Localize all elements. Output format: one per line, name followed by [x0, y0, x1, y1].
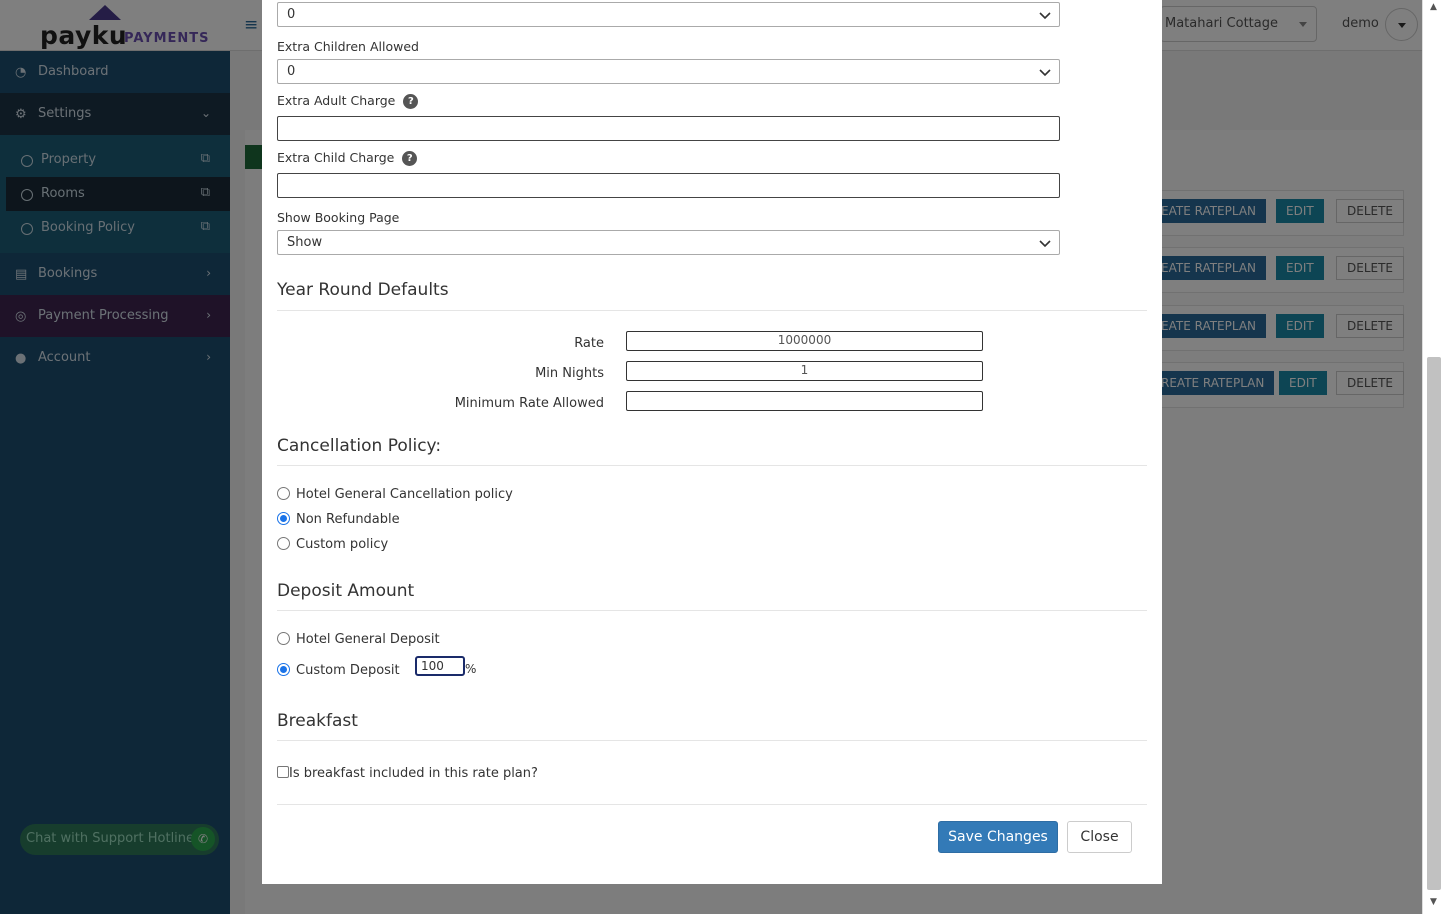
radio-label: Custom policy: [296, 537, 389, 552]
edit-rateplan-modal: [262, 0, 1162, 884]
breakfast-title: Breakfast: [277, 711, 358, 731]
scroll-up-icon[interactable]: ▲: [1430, 2, 1437, 12]
radio-button[interactable]: [277, 537, 290, 550]
extra-child-charge-label-row: [277, 150, 417, 166]
radio-label: Custom Deposit: [296, 663, 400, 678]
radio-button[interactable]: [277, 487, 290, 500]
extra-adult-charge-label: Extra Adult Charge: [277, 93, 396, 108]
deposit-option-general[interactable]: [277, 632, 440, 647]
extra-children-select[interactable]: [277, 59, 1060, 84]
deposit-amount-title: Deposit Amount: [277, 581, 415, 601]
divider: [277, 610, 1147, 611]
divider: [277, 465, 1147, 466]
extra-child-charge-input[interactable]: [277, 173, 1060, 198]
year-round-defaults-title: Year Round Defaults: [277, 280, 449, 300]
select-value: 0: [287, 7, 296, 22]
select-value: 0: [287, 64, 296, 79]
chevron-down-icon: [1038, 65, 1052, 79]
cancellation-policy-title: Cancellation Policy:: [277, 436, 442, 456]
breakfast-included-option[interactable]: [277, 766, 538, 781]
percent-unit: %: [465, 662, 477, 676]
cancellation-option-custom[interactable]: [277, 537, 388, 552]
scroll-down-icon[interactable]: ▼: [1430, 897, 1437, 907]
breakfast-checkbox[interactable]: [277, 766, 289, 778]
divider: [277, 310, 1147, 311]
extra-children-label: Extra Children Allowed: [277, 39, 419, 54]
help-icon[interactable]: ?: [403, 94, 418, 109]
chevron-down-icon: [1038, 8, 1052, 22]
radio-button[interactable]: [277, 663, 290, 676]
checkbox-label: Is breakfast included in this rate plan?: [289, 766, 538, 781]
custom-deposit-input[interactable]: 100: [415, 656, 465, 676]
scrollbar-thumb[interactable]: [1427, 357, 1441, 890]
radio-label: Hotel General Cancellation policy: [296, 487, 513, 502]
min-nights-label: Min Nights: [535, 366, 604, 381]
radio-label: Non Refundable: [296, 512, 400, 527]
show-booking-page-select[interactable]: [277, 230, 1060, 255]
radio-button[interactable]: [277, 512, 290, 525]
save-changes-button[interactable]: Save Changes: [938, 821, 1058, 853]
rate-label: Rate: [574, 336, 604, 351]
footer-divider: [277, 804, 1147, 805]
extra-adult-charge-input[interactable]: [277, 116, 1060, 141]
select-value: Show: [287, 235, 323, 250]
extra-adults-select[interactable]: [277, 2, 1060, 27]
divider: [277, 740, 1147, 741]
rate-input[interactable]: 1000000: [626, 331, 983, 351]
chevron-down-icon: [1038, 236, 1052, 250]
cancellation-option-general[interactable]: [277, 487, 513, 502]
cancellation-option-non-refundable[interactable]: [277, 512, 400, 527]
deposit-option-custom[interactable]: [277, 663, 400, 678]
minimum-rate-input[interactable]: [626, 391, 983, 411]
radio-label: Hotel General Deposit: [296, 632, 440, 647]
radio-button[interactable]: [277, 632, 290, 645]
page-scrollbar[interactable]: [1422, 0, 1449, 914]
help-icon[interactable]: ?: [402, 151, 417, 166]
extra-adult-charge-label-row: [277, 93, 418, 109]
extra-child-charge-label: Extra Child Charge: [277, 150, 395, 165]
min-nights-input[interactable]: 1: [626, 361, 983, 381]
close-button[interactable]: Close: [1067, 821, 1132, 853]
minimum-rate-label: Minimum Rate Allowed: [454, 396, 604, 411]
show-booking-page-label: Show Booking Page: [277, 210, 400, 225]
